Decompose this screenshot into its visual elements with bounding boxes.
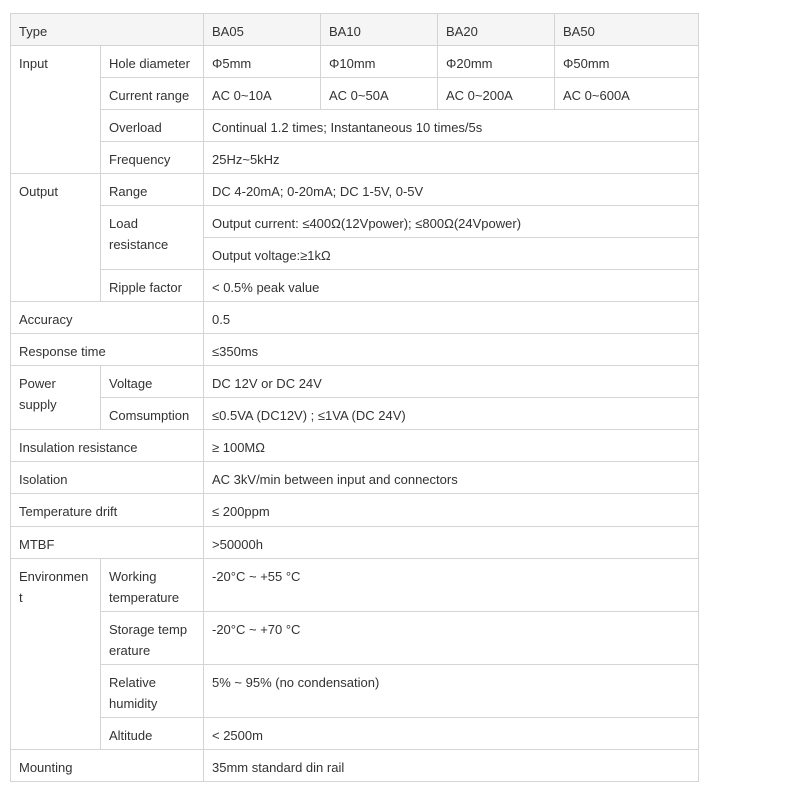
table-row [11,78,699,110]
frequency-value: 25Hz~5kHz [204,142,699,174]
insulation-value: ≥ 100MΩ [204,430,699,462]
accuracy-label: Accuracy [11,302,204,334]
working-temp-label [101,558,204,611]
voltage-value: DC 12V or DC 24V [204,366,699,398]
ripple-label: Ripple factor [101,270,204,302]
table-row [11,749,699,781]
table-row [11,142,699,174]
accuracy-value: 0.5 [204,302,699,334]
mtbf-value: >50000h [204,526,699,558]
humidity-label-line2: humidity [109,695,158,711]
insulation-label: Insulation resistance [11,430,204,462]
table-row [11,334,699,366]
current-range-ba10: AC 0~50A [321,78,438,110]
altitude-value: < 2500m [204,717,699,749]
power-supply-label-line1: Power [19,376,56,392]
ripple-value: < 0.5% peak value [204,270,699,302]
altitude-label: Altitude [101,717,204,749]
table-row [11,206,699,238]
mounting-label: Mounting [11,749,204,781]
current-range-label: Current range [101,78,204,110]
working-temp-label-line1: Working [109,568,157,584]
table-row [11,430,699,462]
range-label: Range [101,174,204,206]
temp-drift-label: Temperature drift [11,494,204,526]
storage-temp-label [101,611,204,664]
output-voltage-value: Output voltage:≥1kΩ [204,238,699,270]
overload-label: Overload [101,110,204,142]
working-temp-value: -20°C ~ +55 °C [204,558,699,611]
response-time-label: Response time [11,334,204,366]
table-row [11,46,699,78]
table-row [11,664,699,717]
output-group-label: Output [11,174,101,302]
environment-label-line2: t [19,589,23,605]
model-ba20: BA20 [438,14,555,46]
table-row [11,398,699,430]
table-row [11,462,699,494]
voltage-label: Voltage [101,366,204,398]
table-row [11,558,699,611]
hole-diameter-ba05: Φ5mm [204,46,321,78]
table-row [11,174,699,206]
table-row [11,270,699,302]
load-resistance-label-line2: resistance [109,237,169,253]
table-row [11,366,699,398]
power-supply-label [11,366,101,430]
overload-value: Continual 1.2 times; Instantaneous 10 times/5s [204,110,699,142]
range-value: DC 4-20mA; 0-20mA; DC 1-5V, 0-5V [204,174,699,206]
hole-diameter-label: Hole diameter [101,46,204,78]
mtbf-label: MTBF [11,526,204,558]
table-row [11,526,699,558]
isolation-label: Isolation [11,462,204,494]
table-row [11,494,699,526]
spec-table [10,13,699,782]
consumption-label: Comsumption [101,398,204,430]
load-resistance-label-line1: Load [109,216,138,232]
model-ba05: BA05 [204,14,321,46]
power-supply-label-line2: supply [19,397,57,413]
environment-label-line1: Environmen [19,568,89,584]
working-temp-label-line2: temperature [109,589,180,605]
model-ba50: BA50 [555,14,699,46]
model-ba10: BA10 [321,14,438,46]
table-row [11,717,699,749]
mounting-value: 35mm standard din rail [204,749,699,781]
storage-temp-label-line1: Storage temp [109,621,188,637]
table-row [11,302,699,334]
table-row [11,110,699,142]
table-row [11,611,699,664]
current-range-ba05: AC 0~10A [204,78,321,110]
humidity-label [101,664,204,717]
temp-drift-value: ≤ 200ppm [204,494,699,526]
humidity-label-line1: Relative [109,674,156,690]
isolation-value: AC 3kV/min between input and connectors [204,462,699,494]
type-header-label: Type [11,14,204,46]
current-range-ba20: AC 0~200A [438,78,555,110]
hole-diameter-ba10: Φ10mm [321,46,438,78]
consumption-value: ≤0.5VA (DC12V) ; ≤1VA (DC 24V) [204,398,699,430]
table-row [11,14,699,46]
humidity-value: 5% ~ 95% (no condensation) [204,664,699,717]
output-current-value: Output current: ≤400Ω(12Vpower); ≤800Ω(24Vpower) [204,206,699,238]
frequency-label: Frequency [101,142,204,174]
current-range-ba50: AC 0~600A [555,78,699,110]
load-resistance-label [101,206,204,270]
response-time-value: ≤350ms [204,334,699,366]
input-group-label: Input [11,46,101,174]
storage-temp-value: -20°C ~ +70 °C [204,611,699,664]
hole-diameter-ba50: Φ50mm [555,46,699,78]
hole-diameter-ba20: Φ20mm [438,46,555,78]
environment-label [11,558,101,749]
storage-temp-label-line2: erature [109,642,151,658]
